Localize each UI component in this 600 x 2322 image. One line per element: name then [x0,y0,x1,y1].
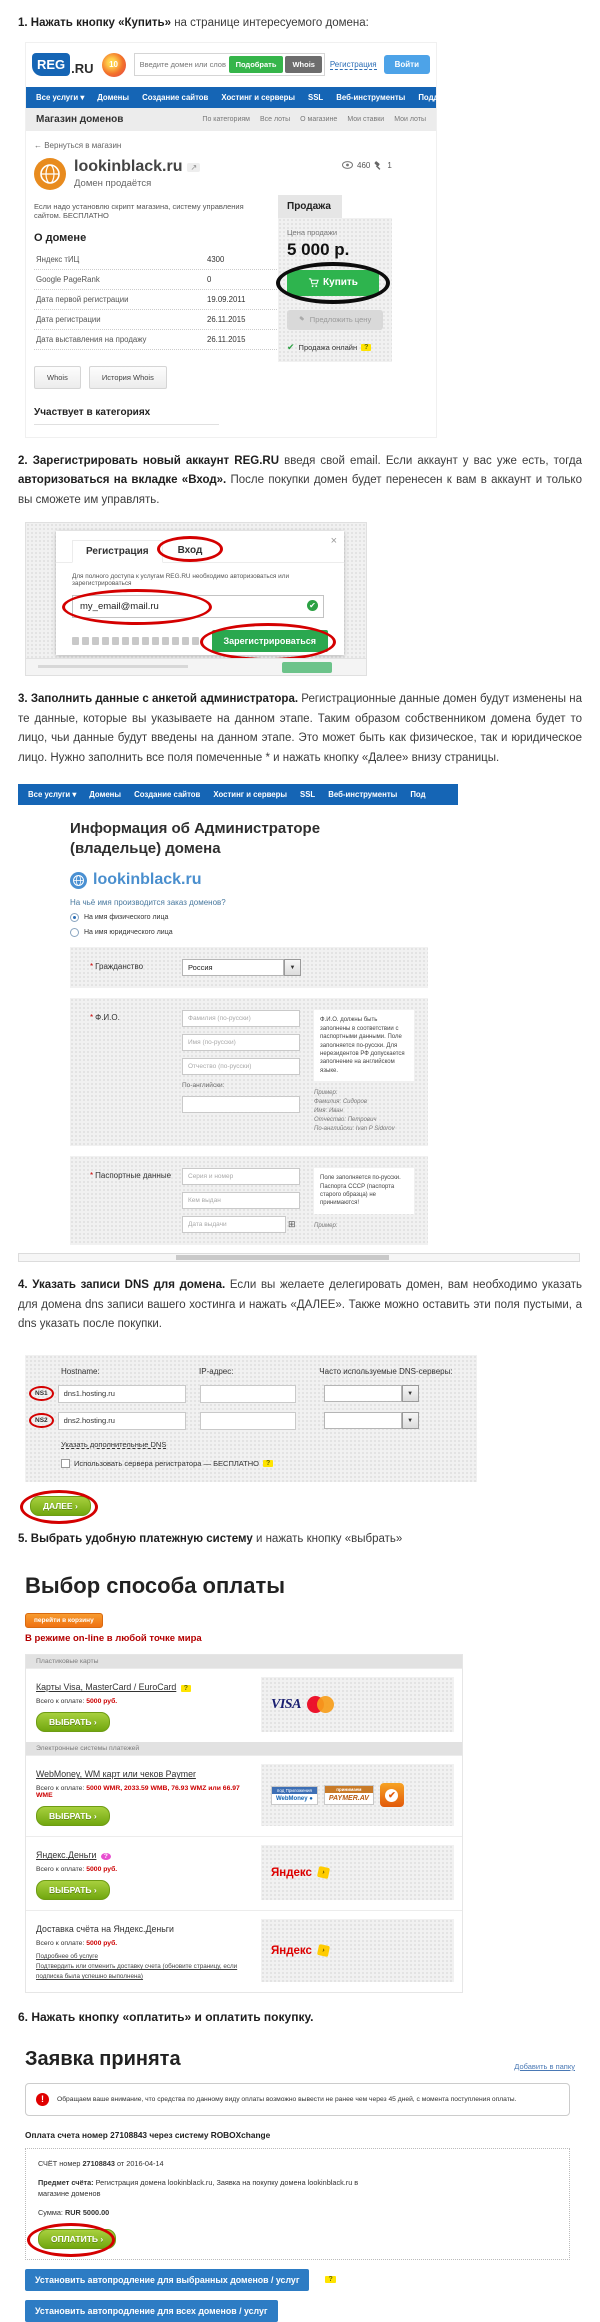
table-row [34,330,279,350]
shop-link[interactable]: Мои ставки [347,115,385,123]
domain-stats [342,161,392,170]
step-1-lead: 1. Нажать кнопку «Купить» [18,17,172,29]
paymer-logo: принимаем PAYMER.AV [324,1785,374,1805]
shop-bar [26,108,436,131]
admin-form-title: Информация об Администраторе (владельце) домена [70,820,321,857]
domain-page-body [26,131,436,437]
fio-label: Ф.И.О. [95,1013,120,1023]
radio-legal-entity-label: На имя юридического лица [84,929,173,937]
fio-box: * Ф.И.О. Фамилия (по-русски) Имя (по-русски) Отчество (по-русски) По-английски: Ф.И.О. должны быть заполнены в соответствии с паспортными данными. Поле заполняется по-русски. Для нерезидентов РФ допускается заполнение на английском языке. Пример: Фамилия: Сидоров Имя: Иван Отчество: Петрович По-английски: Ivan P Sidorov [70,998,428,1146]
shop-link[interactable]: Мои лоты [394,115,426,123]
scrollbar-thumb[interactable] [176,1255,389,1260]
yandex-money-icon: › [317,1866,330,1879]
verified-badge-icon: ✔ [380,1783,404,1807]
table-row [34,250,279,270]
row-value: 26.11.2015 [207,334,246,344]
registrar-dns-checkbox[interactable] [61,1459,70,1468]
dns-preset-select[interactable] [324,1385,402,1402]
ns1-ip-field[interactable] [200,1385,296,1403]
horizontal-scrollbar[interactable] [18,1253,580,1262]
invoice-number: 27108843 [82,2158,115,2168]
chevron-down-icon[interactable]: ▼ [402,1412,419,1429]
mastercard-logo [307,1696,334,1713]
radio-individual[interactable] [70,913,79,922]
login-button[interactable]: Войти [384,55,430,74]
nav-item[interactable]: Веб-инструменты [336,92,406,102]
registration-link[interactable]: Регистрация [329,59,377,69]
payment-row-visa: Карты Visa, MasterCard / EuroCard ? Всего к оплате: 5000 руб. ВЫБРАТЬ › VISA [26,1668,462,1742]
search-submit-button[interactable]: Подобрать [229,56,284,73]
table-row [34,290,279,310]
nav-item[interactable]: Хостинг и серверы [221,92,296,102]
nav-item[interactable]: Хостинг и серверы [213,790,288,800]
nav-item[interactable]: Поддержка [418,92,462,102]
back-to-shop-link[interactable]: ← Вернуться в магазин [34,140,122,150]
cart-icon [308,277,319,288]
choose-button[interactable]: ВЫБРАТЬ › [36,1880,110,1900]
nav-item[interactable]: Создание сайтов [134,790,201,800]
visa-method-link[interactable]: Карты Visa, MasterCard / EuroCard [36,1682,177,1693]
warning-icon: ! [36,2093,49,2106]
nav-item[interactable]: SSL [300,790,316,800]
help-badge[interactable]: ? [263,1460,273,1467]
citizenship-label: Гражданство [95,962,144,972]
add-to-folder-link[interactable]: Добавить в папку [514,2061,575,2071]
amount-due: 5000 WMR, 2033.59 WMB, 76.93 WMZ или 66.97 WME [36,1785,240,1800]
whois-button[interactable]: Whois [34,366,81,389]
reg-ru-logo[interactable] [32,53,94,76]
passport-label: Паспортные данные [95,1171,172,1181]
payment-methods-table [25,1654,463,1993]
logo-badge: REG [32,53,70,76]
social-login-icons [72,637,199,645]
anniversary-badge-icon: 10 [102,53,126,77]
dns-preset-select[interactable] [324,1412,402,1429]
invoice-sum: RUR 5000.00 [65,2207,110,2217]
step-6-text: 6. Нажать кнопку «оплатить» и оплатить покупку. [18,2010,314,2025]
service-details-link[interactable]: Подробнее об услуге [36,1953,98,1961]
domain-info-table [34,250,279,350]
row-label: Дата первой регистрации [36,294,129,304]
webmoney-logo: под Приложения WebMoney ● [271,1786,318,1805]
nav-item[interactable]: Под [410,790,426,800]
screenshot-admin-form [18,784,458,1262]
search-input[interactable] [137,58,229,71]
yandex-money-method-link[interactable]: Яндекс.Деньги [36,1850,97,1861]
email-field[interactable] [72,595,324,618]
screenshot-domain-page [25,42,462,438]
sale-tab[interactable]: Продажа [278,195,342,218]
fio-example: Пример: Фамилия: Сидоров Имя: Иван Отчество: Петрович По-английски: Ivan P Sidorov [314,1090,395,1133]
webmoney-method-link[interactable]: WebMoney, WM карт или чеков Paymer [36,1769,196,1780]
registrar-dns-label: Использовать сервера регистратора — БЕСПЛАТНО [74,1458,260,1468]
nav-item[interactable]: Домены [89,790,122,800]
payment-row-yandex-invoice: Доставка счёта на Яндекс.Деньги Всего к оплате: 5000 руб. Подробнее об услуге Подтвердить или отменить доставку счета (обновите страницу, если подписка была успешно выполнена) Яндекс › [26,1910,462,1992]
nav-item[interactable]: Все услуги ▾ [36,92,85,102]
passport-issuer-field[interactable] [182,1192,300,1209]
row-value: 26.11.2015 [207,314,246,324]
auto-renew-all-button[interactable]: Установить автопродление для всех доменов / услуг [25,2300,278,2322]
categories-title[interactable]: Участвует в категориях [34,407,219,425]
chevron-down-icon[interactable]: ▼ [402,1385,419,1402]
passport-box: * Паспортные данные Серия и номер Кем выдан Дата выдачи ⊞ Поле заполняется по-русски. Паспорта СССР (паспорта старого образца) не принимаются! Пример: [70,1156,428,1245]
passport-date-field[interactable] [182,1216,286,1233]
row-label: Дата выставления на продажу [36,334,147,344]
section-cards: Пластиковые карты [26,1655,462,1668]
sale-panel [278,195,392,362]
valid-check-icon: ✔ [307,600,318,611]
whois-button[interactable]: Whois [285,56,322,73]
surname-field[interactable] [182,1010,300,1027]
online-sale-label: Продажа онлайн [298,342,358,352]
gavel-icon [299,316,307,324]
row-label: Яндекс тИЦ [36,254,80,264]
patronymic-field[interactable] [182,1058,300,1075]
online-note: В режиме on-line в любой точке мира [25,1633,202,1645]
citizenship-box: * Гражданство Россия ▼ [70,947,428,988]
payment-title: Выбор способа оплаты [25,1573,286,1599]
help-badge[interactable]: ? [325,2276,335,2283]
step-5-text: 5. Выбрать удобную платежную систему и нажать кнопку «выбрать» [18,1532,403,1545]
amount-due: 5000 руб. [86,1698,118,1706]
passport-series-field[interactable] [182,1168,300,1185]
invoice-subject: Регистрация домена lookinblack.ru, Заявка на покупку домена lookinblack.ru в магазине доменов [38,2177,359,2198]
ns1-badge: NS1 [29,1386,54,1401]
main-nav [26,87,462,108]
shop-links [202,116,426,123]
help-badge[interactable]: ? [181,1685,191,1692]
step-3-text: 3. Заполнить данные с анкетой администратора. Регистрационные данные домен будут изменены на те данные, которые вы указываете на данном этапе. Таким образом собственником домена будет то лицо, чьи данные будут введены на данном этапе. Это может быть как физическое, так и юридическое лицо. Нужно заполнить все поля помеченные * и нажать кнопку «Далее» внизу страницы. [18,693,582,764]
nav-item[interactable]: Все услуги ▾ [28,790,77,800]
nav-item[interactable]: Создание сайтов [142,92,209,102]
row-value: 19.09.2011 [207,294,246,304]
site-header [26,43,436,87]
register-button[interactable]: Зарегистрироваться [212,630,328,652]
buy-button[interactable]: Купить [287,270,379,296]
choose-button[interactable]: ВЫБРАТЬ › [36,1712,110,1732]
go-to-cart-button[interactable]: перейти в корзину [25,1613,103,1628]
amount-due: 5000 руб. [86,1940,118,1948]
radio-individual-label: На имя физического лица [84,914,169,922]
yandex-money-icon: › [317,1944,330,1957]
domain-title: lookinblack.ru [93,871,202,889]
additional-dns-link[interactable]: Указать дополнительные DNS [61,1439,167,1449]
visa-logo: VISA [271,1696,301,1712]
ns1-hostname-field[interactable] [58,1385,186,1403]
help-badge[interactable]: ? [361,344,371,351]
external-link-icon[interactable]: ↗ [187,163,200,172]
auth-info-text: Для полного доступа к услугам REG.RU необходимо авторизоваться или зарегистрироваться [72,573,290,588]
sale-price: 5 000 р. [287,239,350,259]
yandex-logo: Яндекс [271,1944,312,1957]
ns2-hostname-field[interactable] [58,1412,186,1430]
fio-hint: Ф.И.О. должны быть заполнены в соответствии с паспортными данными. Поле заполняется по-русски. Для нерезидентов РФ допускается заполнение на английском языке. [314,1010,414,1081]
help-badge[interactable]: ? [101,1853,111,1860]
ns2-ip-field[interactable] [200,1412,296,1430]
logo-suffix: .RU [71,61,94,77]
eye-icon [342,161,353,169]
bids-count: 1 [387,160,392,170]
common-dns-column-label: Часто используемые DNS-серверы: [319,1366,453,1376]
shop-link[interactable]: По категориям [202,115,250,123]
price-label: Цена продажи [287,227,338,237]
nav-item[interactable]: SSL [308,92,324,102]
whois-history-button[interactable]: История Whois [89,366,167,389]
auto-renew-selected-button[interactable]: Установить автопродление для выбранных доменов / услуг [25,2269,309,2291]
passport-example: Пример: [314,1222,338,1229]
main-nav [18,784,458,805]
yandex-invoice-method-label: Доставка счёта на Яндекс.Деньги [36,1924,174,1935]
domain-title: lookinblack.ru [74,158,183,176]
row-value: 4300 [207,254,225,264]
hostname-column-label: Hostname: [61,1366,100,1376]
order-accepted-title: Заявка принята [25,2047,181,2070]
step-1-text: 1. Нажать кнопку «Купить» на странице интересуемого домена: [18,17,369,29]
shop-link[interactable]: О магазине [300,115,338,123]
row-value: 0 [207,274,212,284]
shop-link[interactable]: Все лоты [259,115,291,123]
tab-login[interactable]: Вход [177,545,203,557]
calendar-icon[interactable]: ⊞ [288,1219,296,1230]
nav-item[interactable]: Веб-инструменты [328,790,398,800]
amount-due: 5000 руб. [86,1866,118,1874]
step-2-text: 2. Зарегистрировать новый аккаунт REG.RU введя свой email. Если аккаунт у вас уже есть, тогда авторизоваться на вкладке «Вход». После покупки домен будет перенесен к вам в аккаунт и только вы сможете им управлять. [18,454,582,506]
pay-button[interactable]: ОПЛАТИТЬ › [38,2229,116,2249]
payment-warning [25,2083,570,2116]
citizenship-select[interactable]: Россия [182,959,284,976]
passport-hint: Поле заполняется по-русски. Паспорта СССР (паспорта старого образца) не принимаются! [314,1168,414,1214]
seller-promo-text: Если надо установлю скрипт магазина, систему управления сайтом. БЕСПЛАТНО [34,201,244,220]
page-behind-modal [26,658,366,675]
step-4-text: 4. Указать записи DNS для домена. Если вы желаете делегировать домен, вам необходимо указать для домена dns записи вашего хостинга и нажать «ДАЛЕЕ». Также можно оставить эти поля пустыми, а dns указать после покупки. [18,1279,582,1331]
gavel-icon [374,161,383,170]
yandex-logo: Яндекс [271,1866,312,1879]
auth-modal [56,531,344,655]
order-name-question: На чьё имя производится заказ доменов? [70,898,226,908]
domain-globe-icon [34,158,66,190]
domain-search [134,53,325,76]
payment-row-webmoney: WebMoney, WM карт или чеков Paymer Всего к оплате: 5000 WMR, 2033.59 WMB, 76.93 WMZ или 66.97 WME ВЫБРАТЬ › под Приложения WebMoney ● принимаем PAYMER.AV ✔ [26,1755,462,1836]
screenshot-register-modal [25,522,367,676]
tab-registration[interactable]: Регистрация [72,540,163,563]
table-row [34,310,279,330]
payment-row-yandex: Яндекс.Деньги ? Всего к оплате: 5000 руб. ВЫБРАТЬ › Яндекс › [26,1836,462,1910]
row-label: Дата регистрации [36,314,101,324]
confirm-invoice-link[interactable]: Подтвердить или отменить доставку счета (обновите страницу, если подписка была успешно выполнена) [36,1963,238,1981]
next-button[interactable]: ДАЛЕЕ › [30,1496,91,1516]
invoice-heading: Оплата счета номер 27108843 через систему ROBOXchange [25,2129,271,2140]
radio-legal-entity[interactable] [70,928,79,937]
views-count: 460 [357,160,371,170]
offer-price-button[interactable]: Предложить цену [287,310,383,330]
chevron-down-icon[interactable]: ▼ [284,959,301,976]
warning-text: Обращаем ваше внимание, что средства по данному виду оплаты возможно вывести не ранее чем через 45 дней, с момента поступления оплаты. [57,2095,517,2103]
row-label: Google PageRank [36,274,100,284]
globe-icon [70,872,87,889]
name-field[interactable] [182,1034,300,1051]
english-label: По-английски: [182,1082,225,1090]
about-domain-title: О домене [34,231,87,244]
section-emoney: Электронные системы платежей [26,1742,462,1755]
table-row [34,270,279,290]
invoice-box: СЧЁТ номер 27108843 от 2016-04-14 Предмет счёта: Регистрация домена lookinblack.ru, Заявка на покупку домена lookinblack.ru в магазине доменов Сумма: RUR 5000.00 ОПЛАТИТЬ › [25,2148,570,2260]
nav-item[interactable]: Домены [97,92,130,102]
domain-status: Домен продаётся [74,178,152,190]
check-icon: ✔ [287,341,295,352]
shop-title: Магазин доменов [36,113,124,125]
choose-button[interactable]: ВЫБРАТЬ › [36,1806,110,1826]
english-name-field[interactable] [182,1096,300,1113]
ns2-badge: NS2 [29,1413,54,1428]
ip-column-label: IP-адрес: [199,1366,234,1376]
screenshot-dns-form [25,1355,477,1482]
close-icon[interactable]: × [330,535,337,548]
